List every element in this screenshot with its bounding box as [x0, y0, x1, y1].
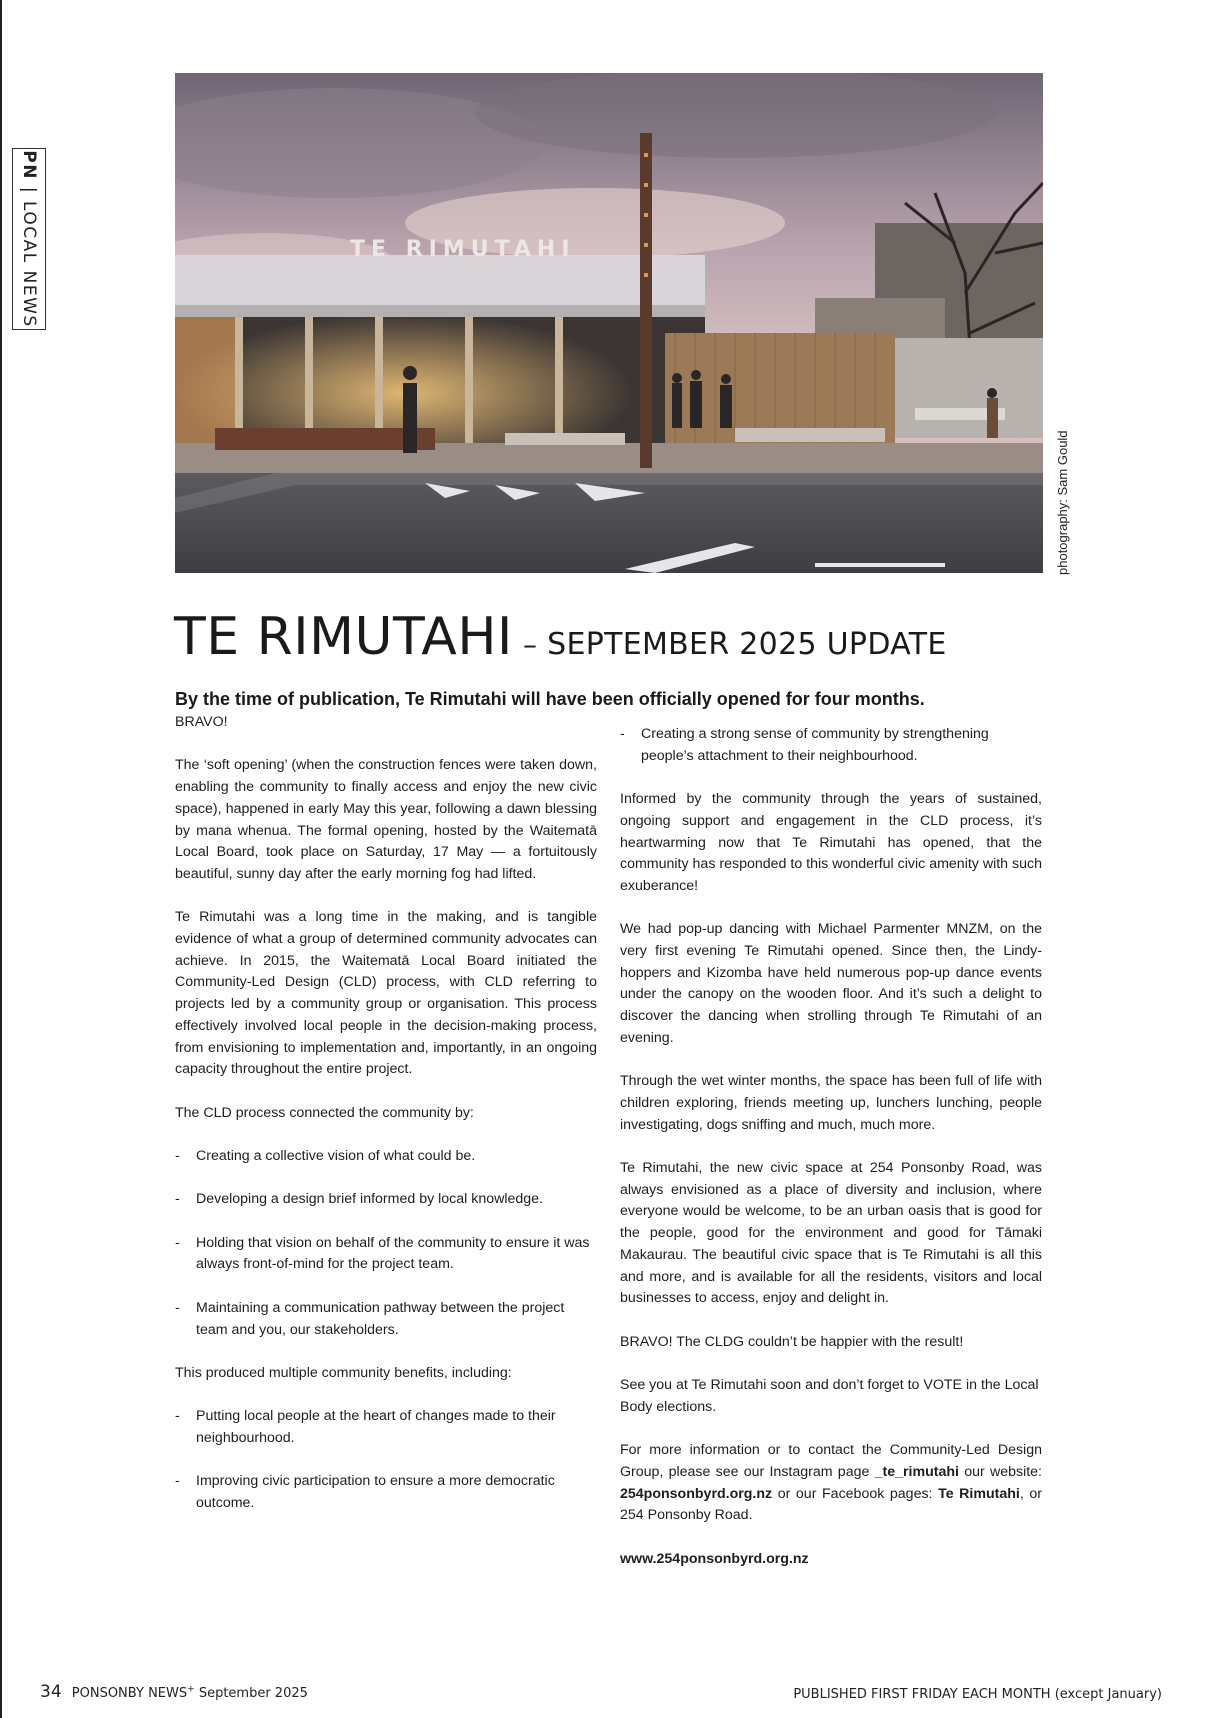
list-item: - Holding that vision on behalf of the community to ensure it was always front-of-mind for the project team. — [175, 1234, 590, 1273]
community-paragraph: Informed by the community through the years of sustained, ongoing support and engagement in the CLD process, it’s heartwarming now that Te Rimutahi has opened, that the community has responded to this wonderful civic amenity with such exuberance! — [620, 791, 1042, 894]
list-item: - Improving civic participation to ensure a more democratic outcome. — [175, 1473, 555, 1512]
page-footer — [40, 1680, 1162, 1702]
list-item: - Creating a collective vision of what could be. — [175, 1148, 476, 1164]
facebook-page[interactable]: Te Rimutahi — [938, 1485, 1020, 1502]
section-divider: | — [19, 186, 39, 195]
canopy-roof — [175, 255, 705, 310]
list-item: - Putting local people at the heart of changes made to their neighbourhood. — [175, 1408, 556, 1447]
website-url[interactable]: www.254ponsonbyrd.org.nz — [620, 1550, 809, 1567]
headline-sub: SEPTEMBER 2025 UPDATE — [547, 627, 947, 662]
bravo-closing: BRAVO! The CLDG couldn’t be happier with the result! — [620, 1333, 964, 1350]
list-item: - Creating a strong sense of community by strengthening people’s attachment to their neighbourhood. — [620, 726, 989, 764]
section-label: LOCAL NEWS — [19, 201, 39, 328]
bravo-opening: BRAVO! — [175, 714, 228, 730]
cld-intro: The CLD process connected the community by: — [175, 1104, 474, 1121]
photo-credit: photography: Sam Gould — [1055, 430, 1070, 575]
list-item: - Maintaining a communication pathway between the project team and you, our stakeholders. — [175, 1299, 565, 1338]
headline-main: TE RIMUTAHI — [174, 607, 513, 667]
soft-opening-paragraph: The ‘soft opening’ (when the construction fences were taken down, enabling the community to finally access and enjoy the new civic space), happened in early May this year, following a dawn blessing by mana whenua. The formal opening, hosted by the Waitematā Local Board, took place on Saturday, 17 May — a fortuitously beautiful, sunny day after the early morning fog had lifted. — [175, 757, 597, 882]
winter-paragraph: Through the wet winter months, the space has been full of life with children exploring, friends meeting up, lunchers lunching, people investigating, dogs sniffing and much, much more. — [620, 1073, 1042, 1133]
publication-name: PONSONBY NEWS — [71, 1686, 188, 1701]
contact-paragraph: For more information or to contact the Community-Led Design Group, please see our Instagram page _te_rimutahi our website: 254ponsonbyrd.org.nz or our Facebook pages: Te Rimutahi, or 254 Ponsonby Road. — [620, 1442, 1043, 1524]
hero-photo — [175, 73, 1043, 573]
headline — [174, 607, 947, 667]
sign-letters: TE RIMUTAHI — [350, 237, 576, 262]
history-paragraph: Te Rimutahi was a long time in the making, and is tangible evidence of what a group of determined community advocates can achieve. In 2015, the Waitematā Local Board initiated the Community-Led Design (CLD) process, with CLD referring to projects led by a community group or organisation. This process effectively involved local people in the decision-making process, from envisioning to implementation and, importantly, in an ongoing capacity throughout the entire project. — [175, 909, 597, 1078]
publication-plus: + — [187, 1684, 195, 1695]
headline-separator: – — [522, 628, 537, 661]
section-pn: PN — [19, 150, 39, 180]
dancing-paragraph: We had pop-up dancing with Michael Parmenter MNZM, on the very first evening Te Rimutahi opened. Since then, the Lindy-hoppers and Kizomba have held numerous pop-up dance events under the canopy on the wooden floor. And it’s such a delight to discover the dancing when strolling through Te Rimutahi of an evening. — [620, 921, 1042, 1046]
list-item: - Developing a design brief informed by local knowledge. — [175, 1191, 544, 1208]
issue-date: September 2025 — [198, 1686, 308, 1701]
page-number: 34 — [40, 1682, 62, 1702]
left-page-rule — [0, 0, 2, 1718]
civic-space-photo-illustration — [175, 73, 1043, 573]
vote-paragraph: See you at Te Rimutahi soon and don’t forget to VOTE in the Local Body elections. — [620, 1377, 1039, 1415]
right-column — [620, 724, 1042, 1592]
lede: By the time of publication, Te Rimutahi will have been officially opened for four months. — [175, 689, 925, 709]
civic-space-paragraph: Te Rimutahi, the new civic space at 254 Ponsonby Road, was always envisioned as a place of diversity and inclusion, where everyone would be welcome, to be an urban oasis that is good for the people, good for the environment and good for Tāmaki Makaurau. The beautiful civic space that is Te Rimutahi is all this and more, and is available for all the residents, visitors and local businesses to access, enjoy and delight in. — [620, 1160, 1042, 1307]
section-tab — [12, 148, 46, 330]
benefits-intro: This produced multiple community benefits, including: — [175, 1364, 512, 1381]
footer-tagline: PUBLISHED FIRST FRIDAY EACH MONTH (except January) — [793, 1687, 1162, 1702]
website-link[interactable]: 254ponsonbyrd.org.nz — [620, 1485, 773, 1502]
left-column — [175, 712, 597, 1537]
instagram-handle[interactable]: _te_rimutahi — [874, 1463, 959, 1480]
